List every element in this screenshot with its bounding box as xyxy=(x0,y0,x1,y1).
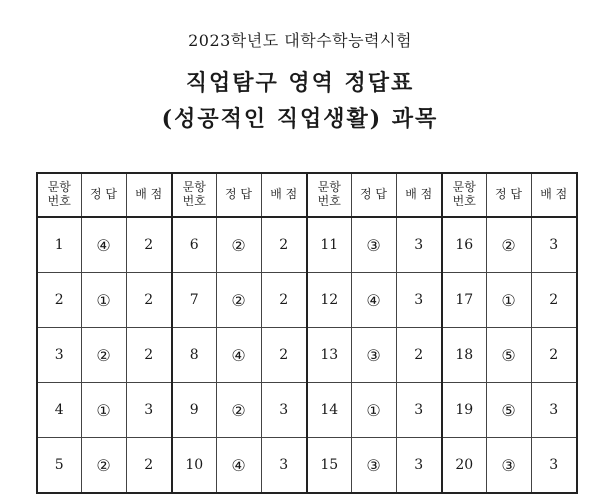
question-number: 8 xyxy=(172,328,216,383)
points-cell: 3 xyxy=(261,438,307,494)
table-row xyxy=(37,383,577,438)
question-number: 14 xyxy=(307,383,351,438)
points-cell: 3 xyxy=(396,217,442,273)
question-number: 4 xyxy=(37,383,81,438)
header-answer: 정 답 xyxy=(351,173,396,217)
answer-cell: ③ xyxy=(351,328,396,383)
question-number: 6 xyxy=(172,217,216,273)
subject-title: (성공적인 직업생활) 과목 xyxy=(161,106,439,132)
header-points: 배 점 xyxy=(261,173,307,217)
answer-cell: ⑤ xyxy=(486,328,531,383)
table-row xyxy=(37,328,577,383)
answer-cell: ② xyxy=(486,217,531,273)
answer-cell: ④ xyxy=(351,273,396,328)
answer-cell: ③ xyxy=(486,438,531,494)
question-number: 2 xyxy=(37,273,81,328)
answer-cell: ④ xyxy=(216,438,261,494)
answer-cell: ② xyxy=(81,328,126,383)
points-cell: 3 xyxy=(396,273,442,328)
answer-cell: ③ xyxy=(351,217,396,273)
header-question-number: 문항 번호 xyxy=(172,173,216,217)
answer-cell: ① xyxy=(81,383,126,438)
table-header-row xyxy=(37,173,577,217)
question-number: 16 xyxy=(442,217,486,273)
question-number: 9 xyxy=(172,383,216,438)
answer-cell: ⑤ xyxy=(486,383,531,438)
points-cell: 2 xyxy=(126,328,172,383)
points-cell: 2 xyxy=(261,217,307,273)
header-question-number: 문항 번호 xyxy=(307,173,351,217)
answer-cell: ② xyxy=(81,438,126,494)
points-cell: 2 xyxy=(261,328,307,383)
points-cell: 3 xyxy=(396,383,442,438)
answer-cell: ④ xyxy=(216,328,261,383)
answer-key-table xyxy=(36,172,578,494)
answer-cell: ② xyxy=(216,273,261,328)
page-title: 직업탐구 영역 정답표 xyxy=(185,70,415,96)
header-points: 배 점 xyxy=(396,173,442,217)
answer-cell: ② xyxy=(216,217,261,273)
points-cell: 3 xyxy=(531,438,577,494)
answer-cell: ② xyxy=(216,383,261,438)
header-points: 배 점 xyxy=(531,173,577,217)
question-number: 12 xyxy=(307,273,351,328)
question-number: 1 xyxy=(37,217,81,273)
table-row xyxy=(37,217,577,273)
question-number: 7 xyxy=(172,273,216,328)
header-answer: 정 답 xyxy=(216,173,261,217)
points-cell: 3 xyxy=(531,383,577,438)
question-number: 13 xyxy=(307,328,351,383)
exam-year-line: 2023학년도 대학수학능력시험 xyxy=(188,31,412,50)
answer-cell: ① xyxy=(81,273,126,328)
points-cell: 2 xyxy=(126,217,172,273)
header-answer: 정 답 xyxy=(486,173,531,217)
question-number: 17 xyxy=(442,273,486,328)
header-question-number: 문항 번호 xyxy=(442,173,486,217)
question-number: 3 xyxy=(37,328,81,383)
table-row xyxy=(37,273,577,328)
points-cell: 2 xyxy=(396,328,442,383)
answer-cell: ① xyxy=(486,273,531,328)
question-number: 18 xyxy=(442,328,486,383)
answer-cell: ④ xyxy=(81,217,126,273)
answer-cell: ① xyxy=(351,383,396,438)
points-cell: 3 xyxy=(126,383,172,438)
header-question-number: 문항 번호 xyxy=(37,173,81,217)
answer-cell: ③ xyxy=(351,438,396,494)
header-points: 배 점 xyxy=(126,173,172,217)
points-cell: 2 xyxy=(531,273,577,328)
question-number: 19 xyxy=(442,383,486,438)
points-cell: 3 xyxy=(396,438,442,494)
header-answer: 정 답 xyxy=(81,173,126,217)
points-cell: 2 xyxy=(531,328,577,383)
question-number: 10 xyxy=(172,438,216,494)
question-number: 5 xyxy=(37,438,81,494)
question-number: 20 xyxy=(442,438,486,494)
points-cell: 2 xyxy=(261,273,307,328)
table-row xyxy=(37,438,577,494)
points-cell: 2 xyxy=(126,438,172,494)
question-number: 15 xyxy=(307,438,351,494)
points-cell: 3 xyxy=(531,217,577,273)
points-cell: 2 xyxy=(126,273,172,328)
question-number: 11 xyxy=(307,217,351,273)
points-cell: 3 xyxy=(261,383,307,438)
